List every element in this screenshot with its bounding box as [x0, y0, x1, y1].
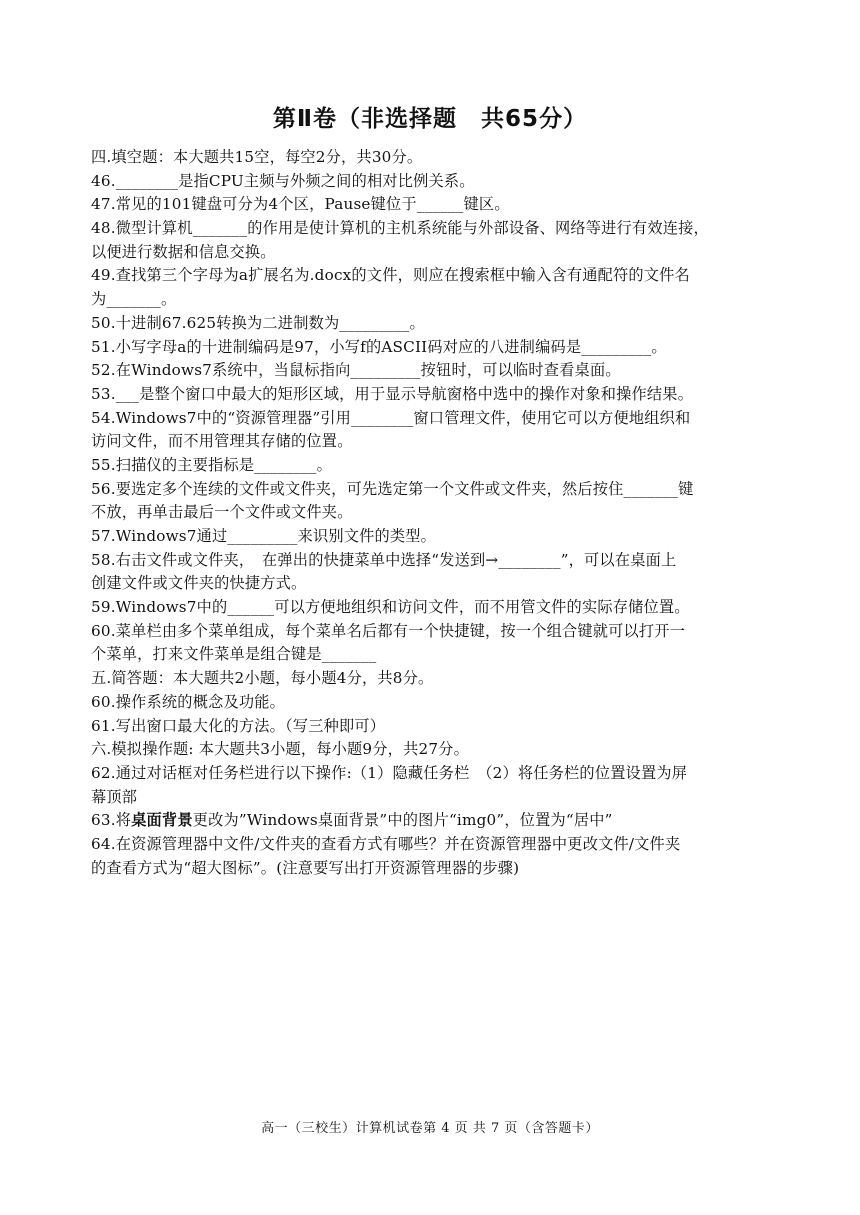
question-56-cont: 不放，再单击最后一个文件或文件夹。	[91, 503, 353, 522]
question-56: 56.要选定多个连续的文件或文件夹，可先选定第一个文件或文件夹，然后按住_______键	[91, 479, 694, 498]
question-47: 47.常见的101键盘可分为4个区，Pause键位于______键区。	[91, 195, 510, 214]
question-58-cont: 创建文件或文件夹的快捷方式。	[91, 574, 307, 593]
page-footer: 高一（三校生）计算机试卷第 4 页 共 7 页（含答题卡）	[261, 1121, 599, 1136]
question-54-cont: 访问文件，而不用管理其存储的位置。	[91, 432, 353, 451]
question-57: 57.Windows7通过_________来识别文件的类型。	[91, 527, 437, 545]
question-59: 59.Windows7中的______可以方便地组织和访问文件，而不用管文件的实际存储位置。	[91, 598, 690, 617]
operation-64: 64.在资源管理器中文件/文件夹的查看方式有哪些？并在资源管理器中更改文件/文件夹	[91, 834, 681, 853]
operation-62-cont: 幕顶部	[91, 787, 138, 806]
operation-63-prefix: 63.将	[91, 811, 132, 830]
operation-63-bold: 桌面背景	[131, 811, 193, 830]
question-51: 51.小写字母a的十进制编码是97，小写f的ASCII码对应的八进制编码是_________。	[91, 337, 667, 356]
section-six-heading: 六.模拟操作题: 本大题共3小题，每小题9分，共27分。	[91, 740, 469, 759]
question-46: 46.________是指CPU主频与外频之间的相对比例关系。	[91, 171, 475, 190]
question-50: 50.十进制67.625转换为二进制数为_________。	[91, 313, 425, 332]
short-answer-60: 60.操作系统的概念及功能。	[91, 692, 286, 711]
question-49-cont: 为_______。	[91, 290, 177, 309]
operation-63	[91, 809, 781, 833]
question-60: 60.菜单栏由多个菜单组成，每个菜单名后都有一个快捷键，按一个组合键就可以打开一	[91, 621, 686, 640]
operation-62: 62.通过对话框对任务栏进行以下操作:（1）隐藏任务栏 （2）将任务栏的位置设置为屏	[91, 763, 688, 782]
question-49: 49.查找第三个字母为a扩展名为.docx的文件，则应在搜索框中输入含有通配符的文件名	[91, 266, 690, 285]
question-53: 53.___是整个窗口中最大的矩形区域，用于显示导航窗格中选中的操作对象和操作结果。	[91, 384, 694, 403]
section-five-heading: 五.简答题：本大题共2小题，每小题4分，共8分。	[91, 669, 434, 688]
question-60-cont: 个菜单，打来文件菜单是组合键是_______	[91, 645, 377, 664]
operation-63-suffix: 更改为”Windows桌面背景”中的图片“img0”，位置为“居中”	[192, 811, 613, 830]
question-52: 52.在Windows7系统中，当鼠标指向_________按钮时，可以临时查看桌面。	[91, 361, 621, 380]
question-48: 48.微型计算机_______的作用是使计算机的主机系统能与外部设备、网络等进行有效连接，	[91, 219, 709, 238]
operation-64-cont: 的查看方式为“超大图标”。(注意要写出打开资源管理器的步骤)	[91, 858, 520, 877]
question-58: 58.右击文件或文件夹， 在弹出的快捷菜单中选择“发送到→________”，可以在桌面上	[91, 550, 677, 569]
question-54: 54.Windows7中的“资源管理器”引用________窗口管理文件，使用它可以方便地组织和	[91, 408, 691, 427]
short-answer-61: 61.写出窗口最大化的方法。（写三种即可）	[91, 716, 386, 735]
question-list	[91, 146, 781, 880]
question-55: 55.扫描仪的主要指标是________。	[91, 455, 332, 474]
section-title: 第Ⅱ卷（非选择题 共65分）	[272, 106, 588, 132]
question-48-cont: 以便进行数据和信息交换。	[91, 242, 276, 261]
section-four-heading: 四.填空题：本大题共15空，每空2分，共30分。	[91, 148, 423, 166]
